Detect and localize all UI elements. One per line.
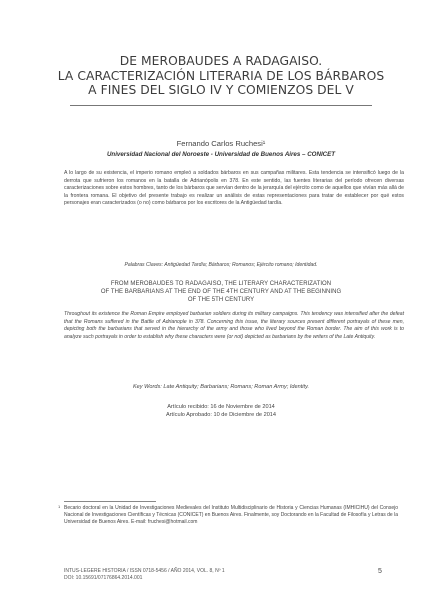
english-title-line: OF THE BARBARIANS AT THE END OF THE 4TH CENTURY AND AT THE BEGINNING (100, 288, 342, 295)
author-affiliation: Universidad Nacional del Noroeste - Universidad de Buenos Aires – CONICET (106, 151, 336, 158)
page-number: 5 (378, 568, 382, 575)
title-divider (70, 105, 372, 106)
doi: DOI: 10.15691/07176864.2014.001 (64, 575, 143, 581)
page-footer (64, 568, 225, 582)
title-line: DE MEROBAUDES A RADAGAISO. (119, 54, 323, 68)
abstract-spanish: A lo largo de su existencia, el imperio romano empleó a soldados bárbaros en sus campañas militares. Esta tendencia se intensificó luego de la derrota que sufrieron los romanos en la batalla de Adrianópolis en 378. En este sentido, las fuentes literarias del período ofrecen diversas caracterizaciones sobre estos hombres, tanto de los bárbaros que servían dentro de la jerarquía del ejército como de aquellos que vivían más allá de la frontera romana. El objetivo del presente trabajo es realizar un análisis de estas representaciones para tratar de establecer por qué estos personajes eran caracterizados (o no) como bárbaros por los escritores de la Antigüedad tardía. (64, 170, 404, 207)
keywords-english: Key Words: Late Antiquity; Barbarians; Romans; Roman Army; Identity. (132, 384, 310, 390)
footnote-divider (64, 501, 156, 502)
date-received: Artículo recibido: 16 de Noviembre de 2014 (167, 404, 275, 410)
english-title-line: FROM MEROBAUDES TO RADAGAISO, THE LITERARY CHARACTERIZATION (110, 281, 332, 287)
footnote (58, 504, 398, 527)
title-line: LA CARACTERIZACIÓN LITERARIA DE LOS BÁRBAROS (57, 68, 385, 83)
keywords-spanish: Palabras Claves: Antigüedad Tardía; Bárbaros; Romanos; Ejército romano; Identidad. (124, 262, 318, 268)
footnote-mark: 1 (58, 504, 61, 509)
article-title (40, 54, 402, 98)
article-dates (0, 403, 442, 419)
footnote-text: Becario doctoral en la Unidad de Investigaciones Medievales del Instituto Multidisciplinario de Historia y Ciencias Humanas (IMHICIHU) del Consejo Nacional de Investigaciones Científicas y Técnicas (CONICET) en Buenos Aires. Finalmente, soy Doctorando en la Facultad de Filosofía y Letras de la Universidad de Buenos Aires. E-mail: fruchesi@hotmail.com (64, 505, 398, 526)
date-approved: Artículo Aprobado: 10 de Diciembre de 2014 (165, 412, 277, 418)
english-title-line: OF THE 5TH CENTURY (187, 296, 255, 303)
title-line: A FINES DEL SIGLO IV Y COMIENZOS DEL V (88, 83, 354, 97)
journal-info: INTUS-LEGERE HISTORIA / ISSN 0718-5456 / AÑO 2014, VOL. 8, Nº 1 (64, 568, 225, 574)
author-name: Fernando Carlos Ruchesi¹ (176, 139, 266, 148)
english-title (50, 281, 392, 305)
abstract-english: Throughout its existence the Roman Empire employed barbarian soldiers during its military campaigns. This tendency was intensified after the defeat that the Romans suffered in the Battle of Adrianople in 378. Concerning this issue, the literary sources present different portrayals of these men, depicting both the barbarians that served in the hierarchy of the army and those who lived beyond the Roman border. The aim of this work is to analyze such portrayals in order to establish why these characters were (or not) depicted as barbarians by the writers of the Late Antiquity. (64, 311, 404, 341)
